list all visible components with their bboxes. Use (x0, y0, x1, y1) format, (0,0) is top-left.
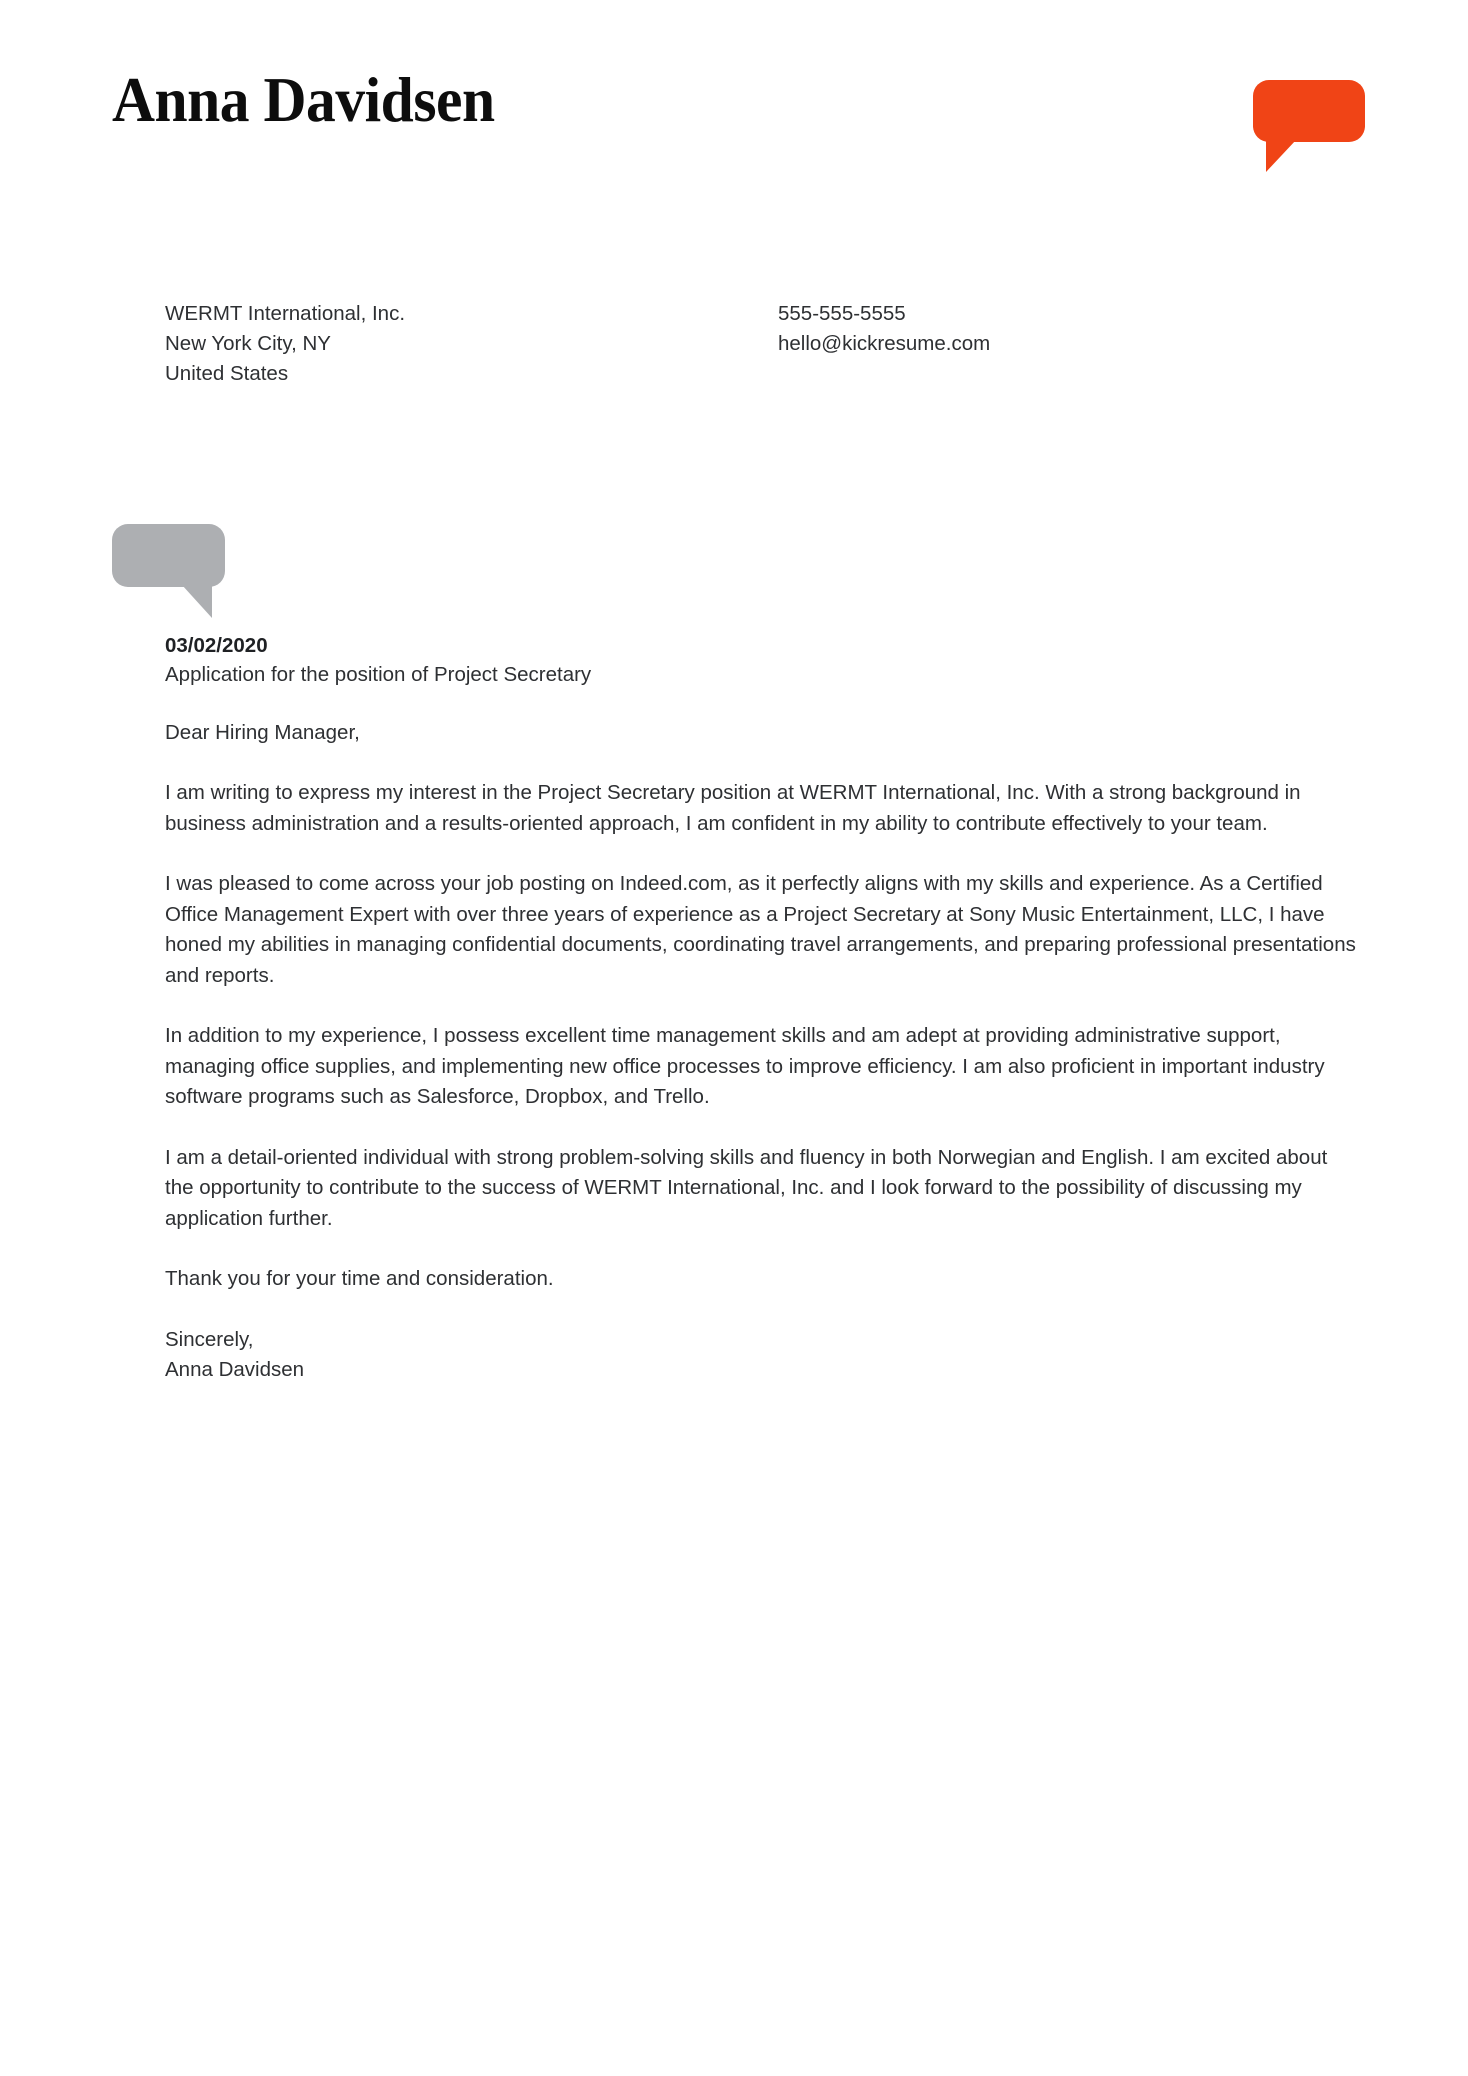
signature-name: Anna Davidsen (165, 1357, 305, 1381)
speech-bubble-icon (112, 524, 225, 587)
letter-paragraph: In addition to my experience, I possess excellent time management skills and am adept at providing administrative support, managing office supplies, and implementing new office processes to improve efficiency. I am also proficient in important industry software programs such as Salesforce, Dropbox, and Trello. (165, 1024, 1325, 1108)
speech-bubble-tail (1266, 140, 1296, 172)
recipient-address-block (165, 299, 405, 389)
recipient-line: WERMT International, Inc. (165, 302, 406, 325)
letter-paragraph: I was pleased to come across your job posting on Indeed.com, as it perfectly aligns with my skills and experience. As a Certified Office Management Expert with over three years of experience as a Project Secretary at Sony Music Entertainment, LLC, I have honed my abilities in managing confidential documents, coordinating travel arrangements, and preparing professional presentations and reports. (165, 872, 1356, 987)
speech-bubble-icon (1253, 80, 1365, 142)
contact-phone: 555-555-5555 (778, 302, 906, 325)
letter-paragraph: Thank you for your time and consideration. (165, 1267, 554, 1290)
contact-email[interactable]: hello@kickresume.com (778, 332, 991, 355)
letter-subject: Application for the position of Project Secretary (165, 663, 592, 686)
speech-bubble-body (1253, 80, 1365, 142)
letter-paragraph: I am a detail-oriented individual with strong problem-solving skills and fluency in both Norwegian and English. I am excited about the opportunity to contribute to the success of WERMT International, Inc. and I look forward to the possibility of discussing my application further. (165, 1145, 1328, 1230)
recipient-line: United States (165, 362, 289, 385)
speech-bubble-body (112, 524, 225, 587)
letter-closing-block (165, 1325, 1357, 1385)
letter-body (165, 632, 1357, 1385)
sender-contact-block (778, 299, 990, 359)
letter-date: 03/02/2020 (165, 634, 268, 657)
page-title: Anna Davidsen (112, 64, 495, 135)
letter-salutation: Dear Hiring Manager, (165, 721, 360, 744)
letter-header (0, 0, 1468, 230)
closing-salutation: Sincerely, (165, 1327, 254, 1351)
speech-bubble-tail (182, 585, 212, 618)
recipient-line: New York City, NY (165, 332, 331, 355)
letter-paragraph: I am writing to express my interest in the Project Secretary position at WERMT International, Inc. With a strong background in business administration and a results-oriented approach, I am confident in my ability to contribute effectively to your team. (165, 781, 1301, 835)
